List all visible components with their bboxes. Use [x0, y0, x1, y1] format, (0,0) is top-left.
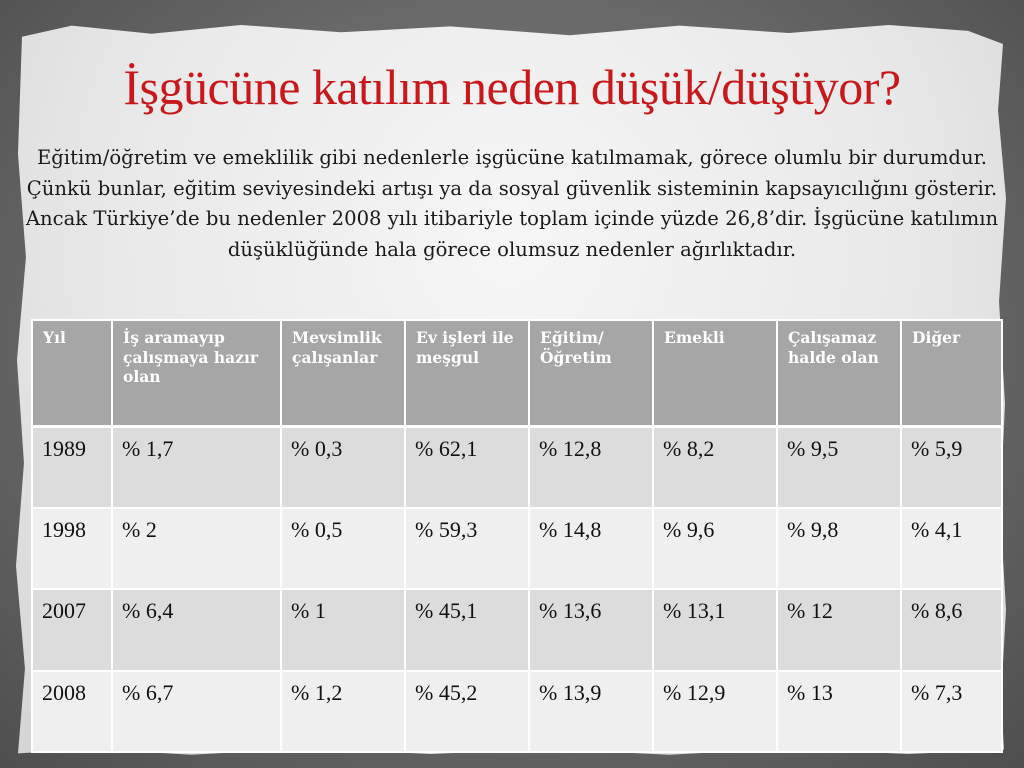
table-cell: 2007: [32, 589, 112, 671]
table-cell: % 1,7: [112, 426, 281, 508]
table-cell: % 1: [281, 589, 405, 671]
table-cell: % 4,1: [901, 508, 1002, 590]
table-cell: % 0,5: [281, 508, 405, 590]
table-cell: % 45,2: [405, 671, 529, 753]
slide-paragraph: Eğitim/öğretim ve emeklilik gibi nedenlerle işgücüne katılmamak, görece olumlu bir durumdur. Çünkü bunlar, eğitim seviyesindeki artışı ya da sosyal güvenlik sisteminin kapsayıcılığını gösterir. Ancak Türkiye’de bu nedenler 2008 yılı itibariyle toplam içinde yüzde 26,8’dir. İşgücüne katılımın düşüklüğünde hala görece olumsuz nedenler ağırlıktadır.: [25, 146, 999, 262]
table-cell: 1989: [32, 426, 112, 508]
header-cell-year: Yıl: [32, 320, 112, 426]
header-cell-other: Diğer: [901, 320, 1002, 426]
table-row: [32, 671, 1002, 753]
table-row: [32, 589, 1002, 671]
slide-title: İşgücüne katılım neden düşük/düşüyor?: [123, 59, 901, 115]
table-header-row: [32, 320, 1002, 426]
table-cell: % 8,6: [901, 589, 1002, 671]
table-cell: % 13,1: [653, 589, 777, 671]
header-cell-education: Eğitim/ Öğretim: [529, 320, 653, 426]
table-cell: % 62,1: [405, 426, 529, 508]
table-cell: % 9,6: [653, 508, 777, 590]
table-cell: % 2: [112, 508, 281, 590]
table-cell: % 12,9: [653, 671, 777, 753]
table-cell: 1998: [32, 508, 112, 590]
table-row: [32, 508, 1002, 590]
table-cell: % 6,4: [112, 589, 281, 671]
table-cell: 2008: [32, 671, 112, 753]
header-cell-unable-to-work: Çalışamaz halde olan: [777, 320, 901, 426]
table-cell: % 13: [777, 671, 901, 753]
header-cell-housework: Ev işleri ile meşgul: [405, 320, 529, 426]
header-cell-ready-to-work: İş aramayıp çalışmaya hazır olan: [112, 320, 281, 426]
header-cell-seasonal: Mevsimlik çalışanlar: [281, 320, 405, 426]
table-cell: % 13,9: [529, 671, 653, 753]
table-cell: % 13,6: [529, 589, 653, 671]
table-cell: % 5,9: [901, 426, 1002, 508]
table-cell: % 6,7: [112, 671, 281, 753]
table-cell: % 0,3: [281, 426, 405, 508]
table-cell: % 59,3: [405, 508, 529, 590]
table-cell: % 12,8: [529, 426, 653, 508]
table-cell: % 8,2: [653, 426, 777, 508]
table-cell: % 1,2: [281, 671, 405, 753]
table-row: [32, 426, 1002, 508]
labor-force-reasons-table: [31, 319, 1003, 753]
table-cell: % 14,8: [529, 508, 653, 590]
table-cell: % 9,5: [777, 426, 901, 508]
table-cell: % 9,8: [777, 508, 901, 590]
header-cell-retired: Emekli: [653, 320, 777, 426]
table-cell: % 7,3: [901, 671, 1002, 753]
table-cell: % 12: [777, 589, 901, 671]
table-cell: % 45,1: [405, 589, 529, 671]
